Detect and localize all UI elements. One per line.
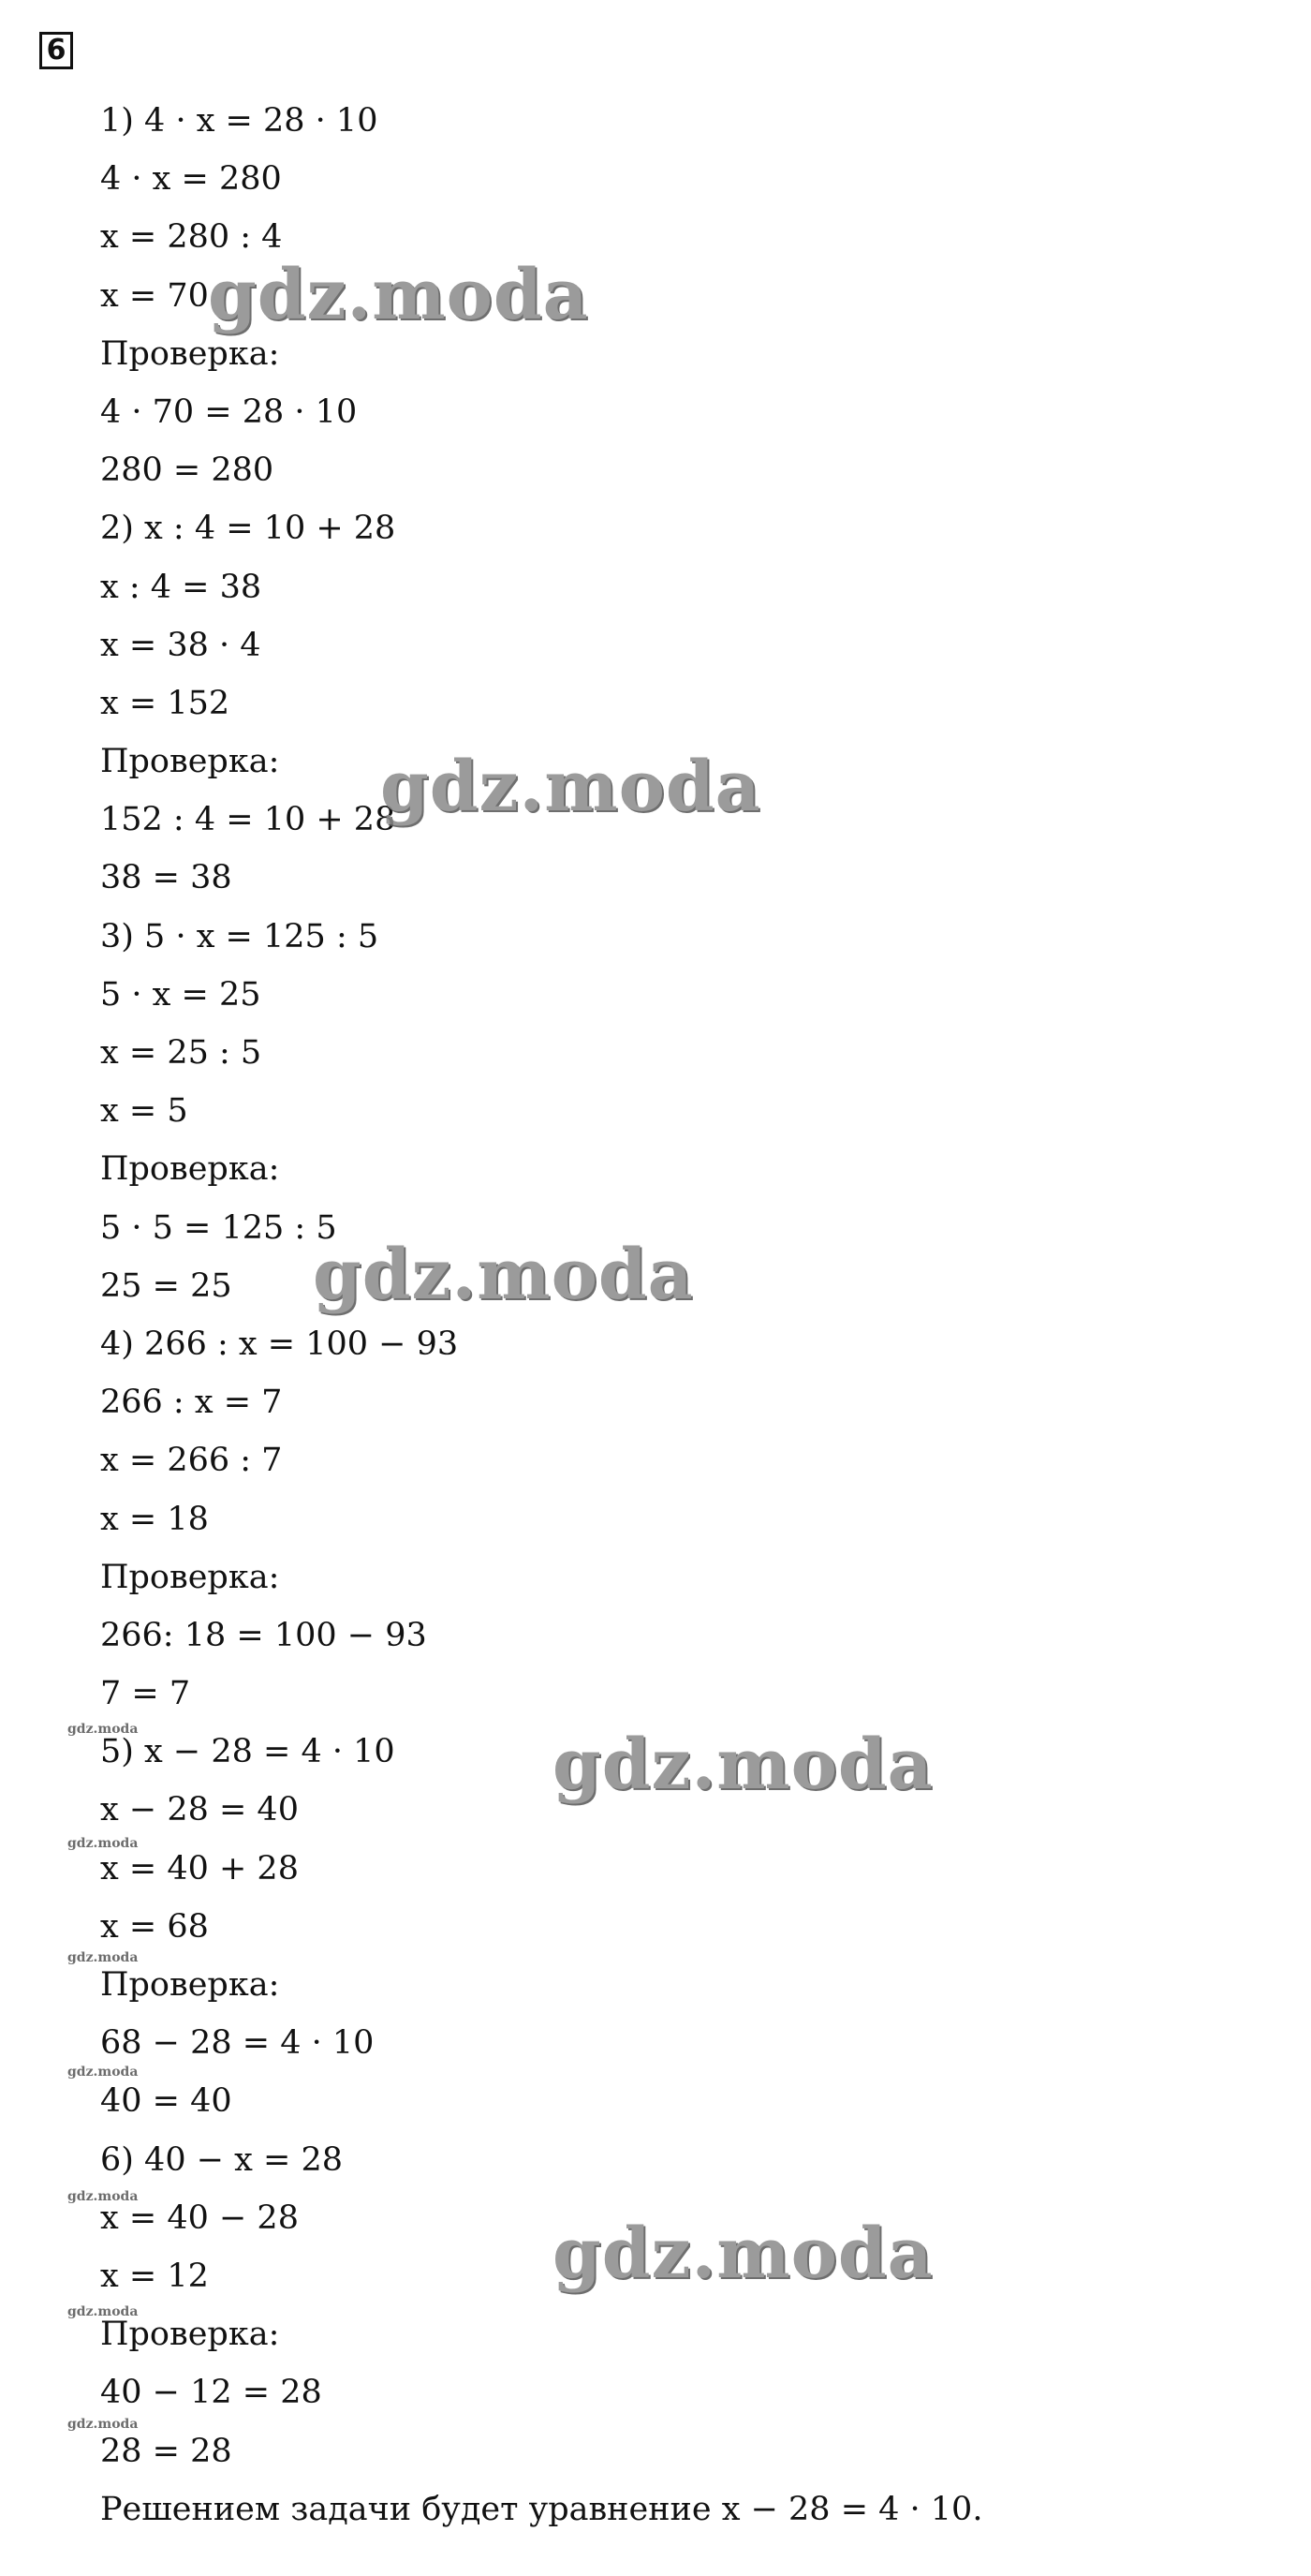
solution-line: 38 = 38 — [100, 859, 232, 897]
check-label: Проверка: — [100, 334, 280, 373]
solution-line: 40 = 40 — [100, 2082, 232, 2121]
small-watermark: gdz.moda — [67, 1950, 139, 1965]
solution-line: 4 · 70 = 28 · 10 — [100, 392, 358, 431]
solution-line: 266 : x = 7 — [100, 1384, 283, 1422]
solution-line: 4) 266 : x = 100 − 93 — [100, 1325, 459, 1363]
solution-line: x = 25 : 5 — [100, 1034, 262, 1072]
solution-line: 5 · 5 = 125 : 5 — [100, 1208, 337, 1247]
solution-line: x = 266 : 7 — [100, 1442, 283, 1480]
small-watermark: gdz.moda — [67, 2304, 139, 2319]
small-watermark: gdz.moda — [67, 1836, 139, 1851]
solution-line: 40 − 12 = 28 — [100, 2374, 322, 2412]
watermark: gdz.moda — [208, 255, 589, 335]
small-watermark: gdz.moda — [67, 2417, 139, 2432]
solution-line: 4 · x = 280 — [100, 160, 282, 199]
watermark: gdz.moda — [380, 747, 761, 827]
solution-line: x = 70 — [100, 276, 209, 315]
check-label: Проверка: — [100, 1150, 280, 1189]
solution-line: 3) 5 · x = 125 : 5 — [100, 917, 379, 955]
solution-line: x = 18 — [100, 1500, 209, 1538]
solution-line: x = 40 − 28 — [100, 2198, 299, 2237]
solution-line: 7 = 7 — [100, 1675, 191, 1713]
solution-line: 2) x : 4 = 10 + 28 — [100, 510, 396, 548]
small-watermark: gdz.moda — [67, 2189, 139, 2204]
solution-line: 1) 4 · x = 28 · 10 — [100, 102, 378, 140]
solution-line: 280 = 280 — [100, 452, 274, 490]
small-watermark: gdz.moda — [67, 2065, 139, 2080]
watermark: gdz.moda — [552, 2213, 934, 2294]
small-watermark: gdz.moda — [67, 1722, 139, 1737]
solution-line: x = 5 — [100, 1092, 188, 1131]
solution-line: x − 28 = 40 — [100, 1791, 299, 1829]
task-number-badge: 6 — [39, 32, 73, 69]
solution-line: x : 4 = 38 — [100, 568, 262, 606]
solution-line: 6) 40 − x = 28 — [100, 2140, 344, 2179]
watermark: gdz.moda — [552, 1725, 934, 1805]
solution-line: 152 : 4 = 10 + 28 — [100, 801, 396, 839]
solution-line: 266: 18 = 100 − 93 — [100, 1616, 427, 1654]
solution-line: x = 40 + 28 — [100, 1849, 299, 1888]
solution-line: x = 68 — [100, 1907, 209, 1946]
watermark: gdz.moda — [313, 1235, 694, 1315]
solution-line: x = 280 : 4 — [100, 218, 283, 257]
solution-line: 5 · x = 25 — [100, 975, 261, 1014]
solution-line: 28 = 28 — [100, 2432, 232, 2470]
check-label: Проверка: — [100, 2316, 280, 2354]
check-label: Проверка: — [100, 1558, 280, 1596]
solution-line: x = 38 · 4 — [100, 626, 261, 664]
solution-line: x = 152 — [100, 684, 230, 722]
solution-line: 25 = 25 — [100, 1266, 232, 1305]
solution-line: 68 − 28 = 4 · 10 — [100, 2024, 375, 2063]
solution-line: 5) x − 28 = 4 · 10 — [100, 1733, 395, 1771]
conclusion-line: Решением задачи будет уравнение x − 28 = 4 · 10. — [100, 2490, 983, 2528]
check-label: Проверка: — [100, 743, 280, 781]
solution-line: x = 12 — [100, 2257, 209, 2295]
check-label: Проверка: — [100, 1966, 280, 2004]
